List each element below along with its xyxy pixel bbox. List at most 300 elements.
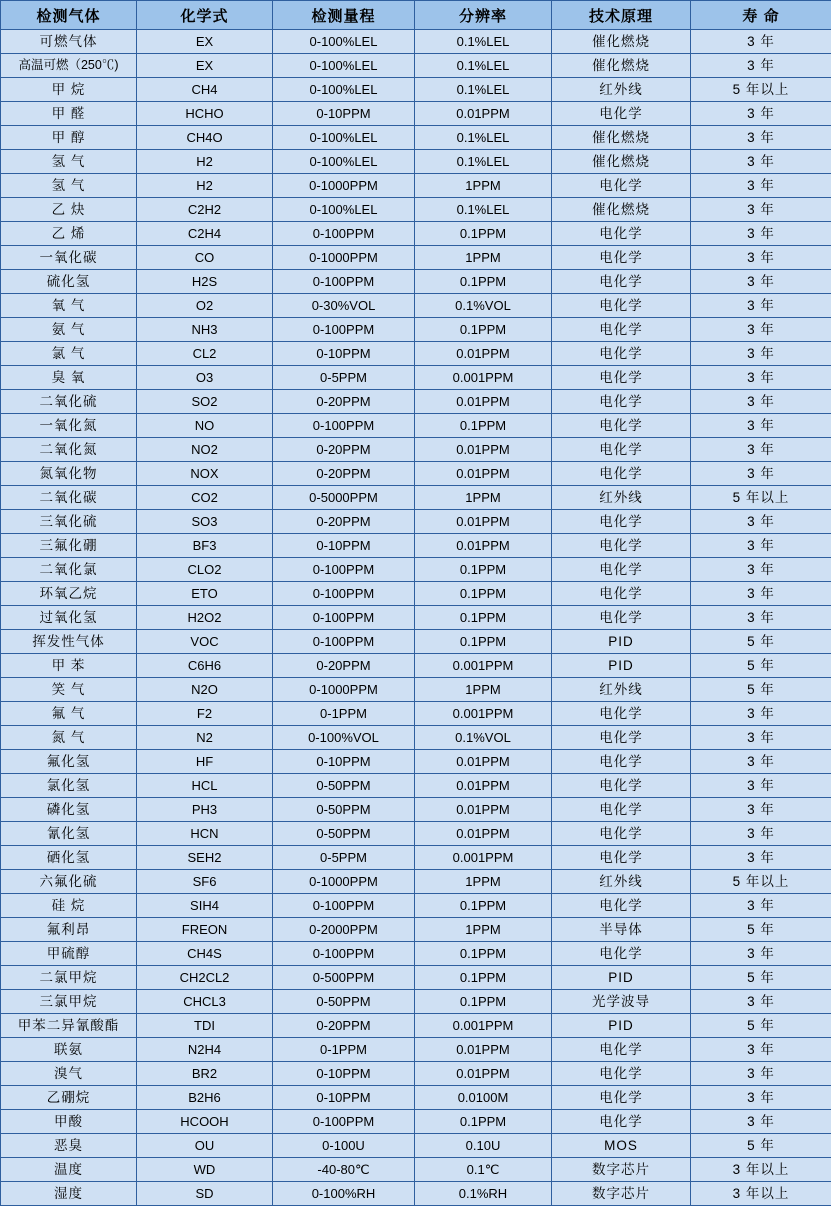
cell-range: 0-100PPM (273, 894, 415, 918)
cell-resolution: 0.01PPM (415, 462, 552, 486)
table-row (1, 294, 831, 318)
cell-principle: 电化学 (552, 846, 691, 870)
cell-lifetime: 3 年 (691, 462, 831, 486)
cell-lifetime: 5 年 (691, 918, 831, 942)
table-row (1, 606, 831, 630)
table-row (1, 342, 831, 366)
cell-formula: CH4O (137, 126, 273, 150)
cell-resolution: 0.01PPM (415, 510, 552, 534)
cell-lifetime: 5 年 (691, 630, 831, 654)
cell-resolution: 0.1%VOL (415, 726, 552, 750)
cell-principle: 电化学 (552, 246, 691, 270)
cell-principle: 电化学 (552, 462, 691, 486)
cell-gas: 氯化氢 (1, 774, 137, 798)
cell-gas: 三氯甲烷 (1, 990, 137, 1014)
cell-range: 0-30%VOL (273, 294, 415, 318)
cell-gas: 氨 气 (1, 318, 137, 342)
cell-principle: PID (552, 1014, 691, 1038)
cell-formula: C2H2 (137, 198, 273, 222)
cell-gas: 氰化氢 (1, 822, 137, 846)
table-row (1, 798, 831, 822)
cell-resolution: 1PPM (415, 246, 552, 270)
cell-gas: 臭 氧 (1, 366, 137, 390)
cell-formula: O2 (137, 294, 273, 318)
cell-gas: 甲 苯 (1, 654, 137, 678)
cell-gas: 高温可燃（250℃) (1, 54, 137, 78)
cell-lifetime: 3 年 (691, 318, 831, 342)
cell-lifetime: 3 年 (691, 414, 831, 438)
cell-principle: 电化学 (552, 366, 691, 390)
cell-resolution: 0.1PPM (415, 606, 552, 630)
cell-lifetime: 3 年 (691, 606, 831, 630)
table-row (1, 222, 831, 246)
cell-resolution: 0.10U (415, 1134, 552, 1158)
table-row (1, 990, 831, 1014)
cell-principle: 电化学 (552, 750, 691, 774)
column-header-lifetime: 寿 命 (691, 1, 831, 30)
cell-resolution: 0.1%LEL (415, 150, 552, 174)
cell-lifetime: 3 年 (691, 1110, 831, 1134)
cell-gas: 硒化氢 (1, 846, 137, 870)
cell-lifetime: 5 年以上 (691, 870, 831, 894)
table-row (1, 534, 831, 558)
cell-lifetime: 5 年 (691, 1134, 831, 1158)
cell-formula: SD (137, 1182, 273, 1206)
cell-formula: CL2 (137, 342, 273, 366)
cell-lifetime: 3 年 (691, 558, 831, 582)
cell-principle: 电化学 (552, 510, 691, 534)
table-row (1, 1086, 831, 1110)
cell-formula: OU (137, 1134, 273, 1158)
cell-lifetime: 3 年 (691, 390, 831, 414)
cell-range: 0-2000PPM (273, 918, 415, 942)
cell-principle: 电化学 (552, 606, 691, 630)
cell-range: 0-20PPM (273, 438, 415, 462)
cell-resolution: 0.01PPM (415, 102, 552, 126)
cell-resolution: 0.1%LEL (415, 30, 552, 54)
cell-range: 0-20PPM (273, 510, 415, 534)
cell-range: 0-50PPM (273, 822, 415, 846)
cell-formula: NO (137, 414, 273, 438)
cell-gas: 硅 烷 (1, 894, 137, 918)
table-row (1, 246, 831, 270)
cell-resolution: 0.1%RH (415, 1182, 552, 1206)
cell-lifetime: 3 年 (691, 438, 831, 462)
cell-range: 0-10PPM (273, 102, 415, 126)
cell-resolution: 0.1PPM (415, 942, 552, 966)
cell-principle: 电化学 (552, 438, 691, 462)
cell-range: 0-1000PPM (273, 246, 415, 270)
cell-formula: WD (137, 1158, 273, 1182)
cell-range: 0-500PPM (273, 966, 415, 990)
cell-resolution: 0.1PPM (415, 414, 552, 438)
cell-range: 0-10PPM (273, 1086, 415, 1110)
cell-resolution: 0.001PPM (415, 1014, 552, 1038)
cell-principle: 电化学 (552, 342, 691, 366)
cell-lifetime: 3 年 (691, 894, 831, 918)
cell-lifetime: 3 年 (691, 1062, 831, 1086)
cell-formula: HCL (137, 774, 273, 798)
cell-gas: 乙 烯 (1, 222, 137, 246)
cell-principle: 红外线 (552, 486, 691, 510)
cell-range: 0-1000PPM (273, 174, 415, 198)
table-row (1, 1062, 831, 1086)
cell-lifetime: 3 年 (691, 534, 831, 558)
cell-range: 0-1000PPM (273, 678, 415, 702)
cell-lifetime: 3 年 (691, 294, 831, 318)
cell-lifetime: 3 年 (691, 582, 831, 606)
cell-range: 0-50PPM (273, 774, 415, 798)
cell-principle: PID (552, 654, 691, 678)
cell-resolution: 0.1%LEL (415, 78, 552, 102)
cell-gas: 二氯甲烷 (1, 966, 137, 990)
cell-principle: 电化学 (552, 822, 691, 846)
cell-resolution: 0.1PPM (415, 222, 552, 246)
cell-resolution: 0.01PPM (415, 1038, 552, 1062)
cell-principle: 电化学 (552, 942, 691, 966)
cell-lifetime: 3 年 (691, 1038, 831, 1062)
cell-range: 0-100%LEL (273, 54, 415, 78)
cell-formula: N2 (137, 726, 273, 750)
table-row (1, 1134, 831, 1158)
cell-range: 0-100%LEL (273, 150, 415, 174)
table-row (1, 174, 831, 198)
cell-resolution: 0.1PPM (415, 630, 552, 654)
cell-principle: 催化燃烧 (552, 126, 691, 150)
cell-gas: 磷化氢 (1, 798, 137, 822)
cell-gas: 湿度 (1, 1182, 137, 1206)
cell-gas: 氢 气 (1, 174, 137, 198)
cell-principle: 电化学 (552, 1062, 691, 1086)
cell-gas: 乙 炔 (1, 198, 137, 222)
cell-range: 0-100%LEL (273, 198, 415, 222)
cell-formula: SF6 (137, 870, 273, 894)
cell-principle: 电化学 (552, 894, 691, 918)
cell-range: 0-100PPM (273, 414, 415, 438)
cell-formula: NOX (137, 462, 273, 486)
cell-gas: 一氧化碳 (1, 246, 137, 270)
cell-lifetime: 3 年 (691, 150, 831, 174)
cell-resolution: 0.01PPM (415, 750, 552, 774)
table-row (1, 102, 831, 126)
table-row (1, 54, 831, 78)
cell-range: 0-20PPM (273, 390, 415, 414)
cell-resolution: 0.1PPM (415, 270, 552, 294)
cell-lifetime: 3 年 (691, 174, 831, 198)
table-row (1, 366, 831, 390)
cell-gas: 氟 气 (1, 702, 137, 726)
cell-principle: 电化学 (552, 318, 691, 342)
cell-principle: 电化学 (552, 774, 691, 798)
cell-formula: BR2 (137, 1062, 273, 1086)
cell-resolution: 0.01PPM (415, 822, 552, 846)
cell-gas: 甲 烷 (1, 78, 137, 102)
cell-gas: 二氧化氯 (1, 558, 137, 582)
table-row (1, 678, 831, 702)
table-row (1, 414, 831, 438)
cell-principle: 半导体 (552, 918, 691, 942)
cell-gas: 硫化氢 (1, 270, 137, 294)
cell-gas: 挥发性气体 (1, 630, 137, 654)
column-header-gas: 检测气体 (1, 1, 137, 30)
cell-range: 0-100PPM (273, 1110, 415, 1134)
cell-resolution: 1PPM (415, 918, 552, 942)
column-header-principle: 技术原理 (552, 1, 691, 30)
cell-lifetime: 3 年 (691, 342, 831, 366)
cell-formula: CH4S (137, 942, 273, 966)
cell-lifetime: 3 年 (691, 1086, 831, 1110)
cell-lifetime: 5 年 (691, 678, 831, 702)
cell-lifetime: 3 年 (691, 510, 831, 534)
table-row (1, 126, 831, 150)
cell-principle: 数字芯片 (552, 1158, 691, 1182)
cell-resolution: 0.001PPM (415, 702, 552, 726)
cell-gas: 环氧乙烷 (1, 582, 137, 606)
table-row (1, 1158, 831, 1182)
cell-gas: 甲酸 (1, 1110, 137, 1134)
cell-lifetime: 3 年 (691, 126, 831, 150)
cell-range: 0-100PPM (273, 558, 415, 582)
cell-formula: ETO (137, 582, 273, 606)
cell-range: 0-100PPM (273, 318, 415, 342)
cell-resolution: 0.01PPM (415, 342, 552, 366)
cell-range: 0-10PPM (273, 342, 415, 366)
cell-principle: 电化学 (552, 270, 691, 294)
cell-principle: 数字芯片 (552, 1182, 691, 1206)
table-row (1, 654, 831, 678)
cell-resolution: 0.1%LEL (415, 54, 552, 78)
cell-gas: 乙硼烷 (1, 1086, 137, 1110)
cell-formula: SIH4 (137, 894, 273, 918)
table-row (1, 1038, 831, 1062)
cell-range: 0-100PPM (273, 270, 415, 294)
table-row (1, 750, 831, 774)
cell-resolution: 0.001PPM (415, 846, 552, 870)
cell-principle: 催化燃烧 (552, 198, 691, 222)
cell-gas: 过氧化氢 (1, 606, 137, 630)
table-row (1, 1014, 831, 1038)
cell-gas: 甲苯二异氰酸酯 (1, 1014, 137, 1038)
cell-principle: 电化学 (552, 414, 691, 438)
cell-formula: SEH2 (137, 846, 273, 870)
cell-gas: 一氧化氮 (1, 414, 137, 438)
cell-gas: 氟化氢 (1, 750, 137, 774)
cell-lifetime: 3 年 (691, 222, 831, 246)
table-row (1, 846, 831, 870)
table-row (1, 198, 831, 222)
cell-resolution: 0.01PPM (415, 534, 552, 558)
cell-resolution: 0.01PPM (415, 390, 552, 414)
cell-gas: 氟利昂 (1, 918, 137, 942)
table-row (1, 510, 831, 534)
table-row (1, 1110, 831, 1134)
table-row (1, 270, 831, 294)
cell-gas: 二氧化氮 (1, 438, 137, 462)
cell-formula: HCOOH (137, 1110, 273, 1134)
cell-formula: BF3 (137, 534, 273, 558)
cell-gas: 二氧化碳 (1, 486, 137, 510)
cell-lifetime: 5 年 (691, 654, 831, 678)
cell-range: 0-1PPM (273, 702, 415, 726)
cell-gas: 甲硫醇 (1, 942, 137, 966)
cell-gas: 二氧化硫 (1, 390, 137, 414)
cell-formula: NO2 (137, 438, 273, 462)
cell-resolution: 0.1PPM (415, 990, 552, 1014)
table-row (1, 702, 831, 726)
cell-resolution: 0.1℃ (415, 1158, 552, 1182)
cell-lifetime: 3 年 (691, 774, 831, 798)
cell-principle: 电化学 (552, 102, 691, 126)
cell-resolution: 0.1%LEL (415, 198, 552, 222)
cell-lifetime: 3 年 (691, 798, 831, 822)
table-header-row (1, 1, 831, 30)
cell-range: 0-100PPM (273, 582, 415, 606)
cell-formula: F2 (137, 702, 273, 726)
cell-range: -40-80℃ (273, 1158, 415, 1182)
cell-formula: CO (137, 246, 273, 270)
cell-gas: 六氟化硫 (1, 870, 137, 894)
cell-lifetime: 3 年 (691, 54, 831, 78)
cell-lifetime: 5 年以上 (691, 486, 831, 510)
cell-formula: O3 (137, 366, 273, 390)
table-row (1, 582, 831, 606)
cell-range: 0-20PPM (273, 654, 415, 678)
cell-formula: N2H4 (137, 1038, 273, 1062)
cell-gas: 氮氧化物 (1, 462, 137, 486)
cell-principle: 催化燃烧 (552, 150, 691, 174)
table-row (1, 918, 831, 942)
cell-principle: 电化学 (552, 294, 691, 318)
table-row (1, 894, 831, 918)
cell-gas: 三氟化硼 (1, 534, 137, 558)
cell-principle: 红外线 (552, 870, 691, 894)
cell-gas: 恶臭 (1, 1134, 137, 1158)
cell-resolution: 0.1PPM (415, 558, 552, 582)
cell-range: 0-100PPM (273, 942, 415, 966)
cell-formula: CHCL3 (137, 990, 273, 1014)
cell-formula: H2S (137, 270, 273, 294)
cell-lifetime: 3 年 (691, 30, 831, 54)
cell-resolution: 0.001PPM (415, 654, 552, 678)
cell-formula: CH2CL2 (137, 966, 273, 990)
cell-gas: 甲 醇 (1, 126, 137, 150)
cell-principle: 电化学 (552, 174, 691, 198)
cell-principle: 电化学 (552, 798, 691, 822)
cell-gas: 氮 气 (1, 726, 137, 750)
cell-formula: H2 (137, 174, 273, 198)
cell-formula: H2 (137, 150, 273, 174)
cell-range: 0-50PPM (273, 990, 415, 1014)
table-row (1, 822, 831, 846)
cell-lifetime: 3 年 (691, 990, 831, 1014)
cell-range: 0-5000PPM (273, 486, 415, 510)
cell-resolution: 0.001PPM (415, 366, 552, 390)
cell-resolution: 0.1PPM (415, 894, 552, 918)
cell-range: 0-10PPM (273, 534, 415, 558)
cell-formula: TDI (137, 1014, 273, 1038)
cell-range: 0-100%LEL (273, 126, 415, 150)
cell-lifetime: 3 年以上 (691, 1182, 831, 1206)
cell-range: 0-1000PPM (273, 870, 415, 894)
column-header-formula: 化学式 (137, 1, 273, 30)
cell-principle: 光学波导 (552, 990, 691, 1014)
table-row (1, 1182, 831, 1206)
cell-range: 0-1PPM (273, 1038, 415, 1062)
cell-lifetime: 5 年 (691, 1014, 831, 1038)
table-body (1, 30, 831, 1206)
cell-principle: 电化学 (552, 534, 691, 558)
cell-formula: CLO2 (137, 558, 273, 582)
cell-range: 0-5PPM (273, 846, 415, 870)
cell-range: 0-100PPM (273, 606, 415, 630)
cell-formula: HCHO (137, 102, 273, 126)
cell-resolution: 0.1PPM (415, 966, 552, 990)
cell-lifetime: 5 年 (691, 966, 831, 990)
cell-formula: HF (137, 750, 273, 774)
cell-resolution: 0.01PPM (415, 438, 552, 462)
cell-formula: H2O2 (137, 606, 273, 630)
cell-lifetime: 3 年 (691, 846, 831, 870)
cell-formula: EX (137, 54, 273, 78)
table-row (1, 486, 831, 510)
cell-formula: PH3 (137, 798, 273, 822)
cell-gas: 甲 醛 (1, 102, 137, 126)
cell-gas: 可燃气体 (1, 30, 137, 54)
cell-resolution: 0.1%LEL (415, 126, 552, 150)
cell-formula: SO2 (137, 390, 273, 414)
cell-gas: 氧 气 (1, 294, 137, 318)
cell-formula: CH4 (137, 78, 273, 102)
cell-principle: 电化学 (552, 558, 691, 582)
cell-principle: 催化燃烧 (552, 30, 691, 54)
cell-gas: 溴气 (1, 1062, 137, 1086)
column-header-range: 检测量程 (273, 1, 415, 30)
cell-resolution: 0.1PPM (415, 1110, 552, 1134)
cell-range: 0-10PPM (273, 750, 415, 774)
cell-range: 0-100U (273, 1134, 415, 1158)
cell-principle: 电化学 (552, 702, 691, 726)
cell-resolution: 0.01PPM (415, 1062, 552, 1086)
cell-gas: 氢 气 (1, 150, 137, 174)
cell-formula: SO3 (137, 510, 273, 534)
cell-principle: 电化学 (552, 1038, 691, 1062)
table-row (1, 942, 831, 966)
cell-formula: NH3 (137, 318, 273, 342)
cell-formula: N2O (137, 678, 273, 702)
table-row (1, 390, 831, 414)
cell-principle: 红外线 (552, 678, 691, 702)
cell-range: 0-100%VOL (273, 726, 415, 750)
cell-resolution: 1PPM (415, 678, 552, 702)
cell-lifetime: 3 年 (691, 702, 831, 726)
cell-lifetime: 3 年 (691, 942, 831, 966)
table-row (1, 318, 831, 342)
cell-gas: 三氧化硫 (1, 510, 137, 534)
table-row (1, 966, 831, 990)
cell-principle: 电化学 (552, 222, 691, 246)
table-row (1, 870, 831, 894)
cell-range: 0-100%LEL (273, 78, 415, 102)
cell-range: 0-5PPM (273, 366, 415, 390)
cell-resolution: 0.1PPM (415, 582, 552, 606)
cell-range: 0-20PPM (273, 462, 415, 486)
cell-range: 0-10PPM (273, 1062, 415, 1086)
cell-gas: 温度 (1, 1158, 137, 1182)
cell-principle: 电化学 (552, 390, 691, 414)
cell-range: 0-100PPM (273, 630, 415, 654)
cell-range: 0-50PPM (273, 798, 415, 822)
cell-principle: 电化学 (552, 726, 691, 750)
